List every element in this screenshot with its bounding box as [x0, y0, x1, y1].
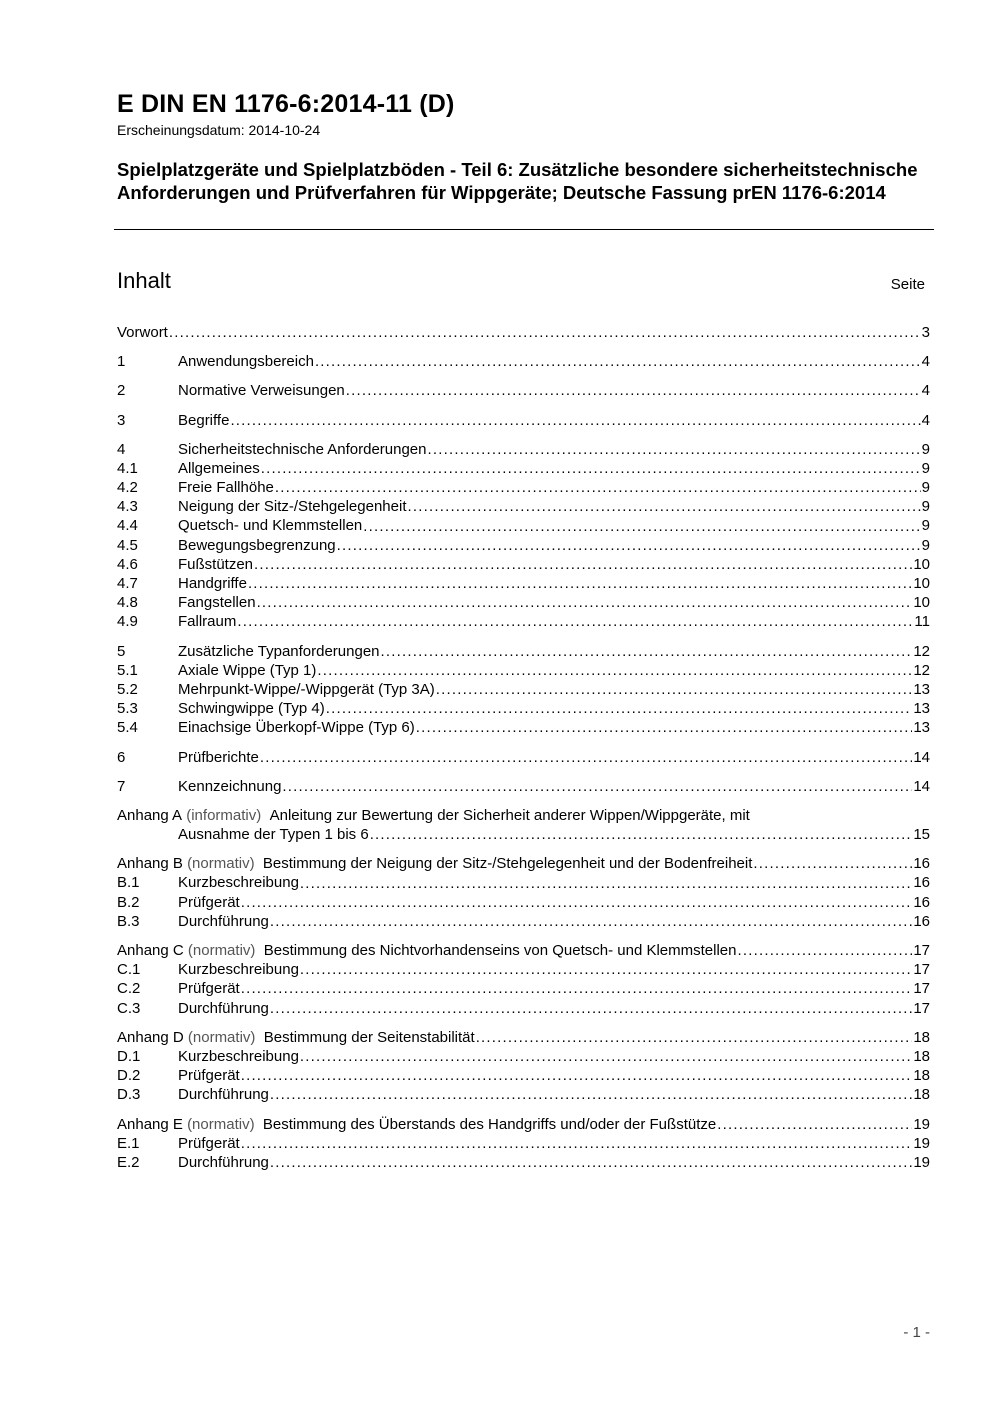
toc-entry-page: 9: [921, 479, 930, 497]
toc-entry-title: Einachsige Überkopf-Wippe (Typ 6): [178, 719, 415, 737]
toc-entry[interactable]: [117, 699, 930, 718]
toc-entry-page: 10: [913, 575, 930, 593]
toc-entry[interactable]: [117, 1153, 930, 1172]
toc-entry-number: 4.7: [117, 575, 138, 593]
toc-leader: [315, 352, 921, 371]
toc-leader: [428, 440, 921, 459]
toc-entry-number: 5.1: [117, 661, 138, 679]
toc-entry-title: Begriffe: [178, 411, 230, 429]
toc-entry-page: 13: [913, 680, 930, 698]
toc-entry-number: 5.2: [117, 680, 138, 698]
toc-entry-title: Prüfgerät: [178, 1134, 240, 1152]
toc-entry-title: Durchführung: [178, 1153, 269, 1171]
toc-entry[interactable]: [117, 574, 930, 593]
document-subject: Spielplatzgeräte und Spielplatzböden - Teil 6: Zusätzliche besondere sicherheitstechnische Anforderungen und Prüfverfahren für Wippgeräte; Deutsche Fassung prEN 1176-6:2014: [117, 159, 918, 203]
toc-entry-number: C.2: [117, 980, 141, 998]
toc-entry-number: B.2: [117, 893, 140, 911]
toc-leader: [241, 1066, 913, 1085]
toc-entry[interactable]: [117, 642, 930, 661]
toc-entry[interactable]: [117, 777, 930, 796]
toc-entry-title: Durchführung: [178, 999, 269, 1017]
toc-entry-title: Axiale Wippe (Typ 1): [178, 661, 317, 679]
toc-leader: [248, 574, 912, 593]
toc-leader: [326, 699, 913, 718]
toc-entry[interactable]: [117, 893, 930, 912]
toc-entry-number: 1: [117, 353, 126, 371]
annex-kind: (normativ): [187, 1028, 256, 1046]
toc-entry-page: 17: [913, 961, 930, 979]
toc-leader: [241, 893, 913, 912]
annex-title: Bestimmung des Nichtvorhandenseins von Quetsch- und Klemmstellen: [263, 942, 737, 960]
toc-entry-number: B.3: [117, 912, 140, 930]
toc-entry[interactable]: [117, 478, 930, 497]
toc-entry-page: 9: [921, 536, 930, 554]
toc-entry-title: Quetsch- und Klemmstellen: [178, 517, 363, 535]
page-column-label: Seite: [890, 276, 925, 293]
toc-entry-number: 5: [117, 642, 126, 660]
toc-entry-number: 4.6: [117, 555, 138, 573]
toc-entry-vorwort[interactable]: [117, 323, 930, 342]
toc-entry-number: 4: [117, 440, 126, 458]
toc-leader: [270, 1085, 912, 1104]
toc-entry-title: Fangstellen: [178, 594, 256, 612]
toc-leader: [257, 593, 913, 612]
toc-leader: [261, 459, 921, 478]
toc-leader: [416, 718, 913, 737]
toc-entry[interactable]: [117, 517, 930, 536]
toc-entry-page: 4: [921, 411, 930, 429]
toc-entry-number: D.2: [117, 1067, 141, 1085]
toc-entry[interactable]: [117, 555, 930, 574]
toc-annex-a-heading[interactable]: [117, 806, 930, 825]
toc-leader: [260, 748, 912, 767]
toc-entry-number: 2: [117, 382, 126, 400]
toc-leader: [169, 323, 921, 342]
toc-entry-title: Allgemeines: [178, 459, 260, 477]
toc-entry-page: 10: [913, 594, 930, 612]
toc-leader: [346, 381, 921, 400]
toc-entry-page: 13: [913, 700, 930, 718]
toc-entry-page: 14: [913, 748, 930, 766]
toc-entry-title: Kurzbeschreibung: [178, 1047, 299, 1065]
toc-entry[interactable]: [117, 497, 930, 516]
toc-entry-number: C.1: [117, 961, 141, 979]
toc-entry-title: Neigung der Sitz-/Stehgelegenheit: [178, 498, 407, 516]
toc-entry-title: Freie Fallhöhe: [178, 479, 274, 497]
toc-entry-title: Sicherheitstechnische Anforderungen: [178, 440, 427, 458]
toc-heading: Inhalt: [117, 268, 171, 293]
toc-entry-number: D.1: [117, 1047, 141, 1065]
toc-entry-page: 12: [913, 642, 930, 660]
toc-entry-number: 4.8: [117, 594, 138, 612]
toc-entry[interactable]: [117, 960, 930, 979]
toc-entry-page: 15: [913, 826, 930, 844]
toc-entry-title: Durchführung: [178, 912, 269, 930]
annex-title: Bestimmung des Überstands des Handgriffs und/oder der Fußstütze: [262, 1115, 717, 1133]
toc-entry[interactable]: [117, 381, 930, 400]
toc-entry-page: 19: [913, 1115, 930, 1133]
toc-leader: [317, 661, 912, 680]
toc-leader: [370, 825, 913, 844]
toc-entry-title: Mehrpunkt-Wippe/-Wippgerät (Typ 3A): [178, 680, 435, 698]
toc-entry[interactable]: [117, 979, 930, 998]
toc-entry[interactable]: [117, 612, 930, 631]
toc-annex-d-heading[interactable]: [117, 1028, 930, 1047]
toc-entry-title: Fallraum: [178, 613, 237, 631]
toc-entry-title: Schwingwippe (Typ 4): [178, 700, 325, 718]
toc-leader: [717, 1115, 912, 1134]
toc-leader: [300, 1047, 912, 1066]
annex-kind: (normativ): [187, 855, 255, 873]
toc-entry-title: Kurzbeschreibung: [178, 874, 299, 892]
toc-entry-title: Prüfgerät: [178, 893, 240, 911]
toc-annex-c-heading[interactable]: [117, 941, 930, 960]
annex-title-continued: Ausnahme der Typen 1 bis 6: [178, 826, 369, 844]
toc-annex-e-heading[interactable]: [117, 1115, 930, 1134]
toc-entry-number: 3: [117, 411, 126, 429]
toc-entry[interactable]: [117, 718, 930, 737]
toc-entry-page: 9: [921, 517, 930, 535]
toc-entry[interactable]: [117, 459, 930, 478]
annex-title: Bestimmung der Neigung der Sitz-/Stehgelegenheit und der Bodenfreiheit: [262, 855, 753, 873]
toc-entry-page: 18: [913, 1086, 930, 1104]
toc-entry-page: 13: [913, 719, 930, 737]
annex-kind: (normativ): [187, 1115, 255, 1133]
annex-label: Anhang B: [117, 855, 183, 873]
toc-entry-page: 19: [913, 1134, 930, 1152]
toc-entry-title: Bewegungsbegrenzung: [178, 536, 336, 554]
annex-label: Anhang C: [117, 942, 184, 960]
toc-entry[interactable]: [117, 1047, 930, 1066]
toc-entry-page: 3: [921, 323, 930, 341]
toc-entry[interactable]: [117, 680, 930, 699]
toc-leader: [408, 497, 921, 516]
toc-entry-page: 9: [921, 440, 930, 458]
toc-entry-page: 16: [913, 912, 930, 930]
toc-entry-number: 7: [117, 777, 126, 795]
toc-entry-page: 9: [921, 459, 930, 477]
header-divider: [114, 229, 934, 230]
toc-entry-title: Normative Verweisungen: [178, 382, 345, 400]
annex-kind: (normativ): [187, 942, 256, 960]
toc-entry-page: 16: [913, 874, 930, 892]
toc-leader: [337, 536, 921, 555]
toc-entry-page: 18: [913, 1028, 930, 1046]
toc-leader: [241, 979, 913, 998]
toc-entry-page: 17: [913, 999, 930, 1017]
toc-entry[interactable]: [117, 1066, 930, 1085]
toc-entry-title: Prüfberichte: [178, 748, 259, 766]
toc-entry-page: 14: [913, 777, 930, 795]
toc-entry[interactable]: [117, 999, 930, 1018]
toc-leader: [237, 612, 913, 631]
toc-leader: [282, 777, 912, 796]
toc-entry-number: E.2: [117, 1153, 140, 1171]
toc-entry-number: E.1: [117, 1134, 140, 1152]
toc-entry-number: 4.3: [117, 498, 138, 516]
toc-leader: [737, 941, 912, 960]
toc-entry-page: 17: [913, 980, 930, 998]
toc-leader: [300, 874, 912, 893]
toc-entry-page: 19: [913, 1153, 930, 1171]
toc-entry-page: 18: [913, 1047, 930, 1065]
toc-entry[interactable]: [117, 411, 930, 430]
toc-entry[interactable]: [117, 352, 930, 371]
toc-leader: [241, 1134, 913, 1153]
toc-leader: [270, 912, 912, 931]
toc-leader: [476, 1028, 913, 1047]
toc-entry[interactable]: [117, 912, 930, 931]
toc-leader: [270, 999, 912, 1018]
toc-entry[interactable]: [117, 536, 930, 555]
toc-entry-title: Zusätzliche Typanforderungen: [178, 642, 380, 660]
toc-entry-number: C.3: [117, 999, 141, 1017]
page-number: - 1 -: [903, 1324, 930, 1341]
toc-entry-page: 4: [921, 382, 930, 400]
toc-entry-page: 16: [913, 893, 930, 911]
annex-kind: (informativ): [186, 806, 262, 824]
publication-date: Erscheinungsdatum: 2014-10-24: [117, 122, 321, 138]
toc-leader: [300, 960, 912, 979]
toc-leader: [753, 854, 912, 873]
toc-leader: [381, 642, 913, 661]
toc-annex-b-heading[interactable]: [117, 854, 930, 873]
annex-label: Anhang E: [117, 1115, 183, 1133]
toc-entry-number: 4.9: [117, 613, 138, 631]
toc-entry-title: Prüfgerät: [178, 1067, 240, 1085]
toc-entry-number: 4.1: [117, 459, 138, 477]
toc-entry-page: 11: [914, 613, 930, 631]
toc-entry-title: Anwendungsbereich: [178, 353, 314, 371]
toc-entry-page: 9: [921, 498, 930, 516]
toc-entry-page: 4: [921, 353, 930, 371]
toc-leader: [363, 517, 920, 536]
toc-entry-number: 6: [117, 748, 126, 766]
toc-entry-title: Kurzbeschreibung: [178, 961, 299, 979]
toc-entry-number: D.3: [117, 1086, 141, 1104]
toc-entry-title: Vorwort: [117, 323, 168, 341]
toc-leader: [254, 555, 912, 574]
toc-entry[interactable]: [117, 440, 930, 459]
toc-entry-number: 5.4: [117, 719, 138, 737]
toc-entry[interactable]: [117, 748, 930, 767]
toc-entry-title: Kennzeichnung: [178, 777, 282, 795]
annex-title: Bestimmung der Seitenstabilität: [263, 1028, 475, 1046]
toc-entry-title: Prüfgerät: [178, 980, 240, 998]
toc-entry-page: 12: [913, 661, 930, 679]
toc-entry-number: 4.2: [117, 479, 138, 497]
toc-entry-title: Durchführung: [178, 1086, 269, 1104]
toc-entry[interactable]: [117, 1134, 930, 1153]
toc-entry-page: 18: [913, 1067, 930, 1085]
toc-entry-title: Handgriffe: [178, 575, 247, 593]
toc-leader: [275, 478, 921, 497]
toc-entry-number: 5.3: [117, 700, 138, 718]
toc-entry-page: 16: [913, 855, 930, 873]
annex-label: Anhang A: [117, 806, 183, 824]
table-of-contents: [117, 323, 930, 1172]
toc-entry-number: B.1: [117, 874, 140, 892]
toc-leader: [230, 411, 920, 430]
toc-entry[interactable]: [117, 593, 930, 612]
toc-leader: [436, 680, 913, 699]
toc-entry-page: 17: [913, 942, 930, 960]
toc-entry-title: Fußstützen: [178, 555, 254, 573]
toc-entry-page: 10: [913, 555, 930, 573]
toc-entry-number: 4.5: [117, 536, 138, 554]
annex-label: Anhang D: [117, 1028, 184, 1046]
toc-entry-number: 4.4: [117, 517, 138, 535]
toc-entry[interactable]: [117, 1085, 930, 1104]
toc-leader: [270, 1153, 912, 1172]
toc-annex-a-continuation[interactable]: [117, 825, 930, 844]
document-title: E DIN EN 1176-6:2014-11 (D): [117, 90, 455, 118]
toc-entry[interactable]: [117, 661, 930, 680]
annex-title: Anleitung zur Bewertung der Sicherheit anderer Wippen/Wippgeräte, mit: [269, 806, 750, 824]
toc-entry[interactable]: [117, 874, 930, 893]
